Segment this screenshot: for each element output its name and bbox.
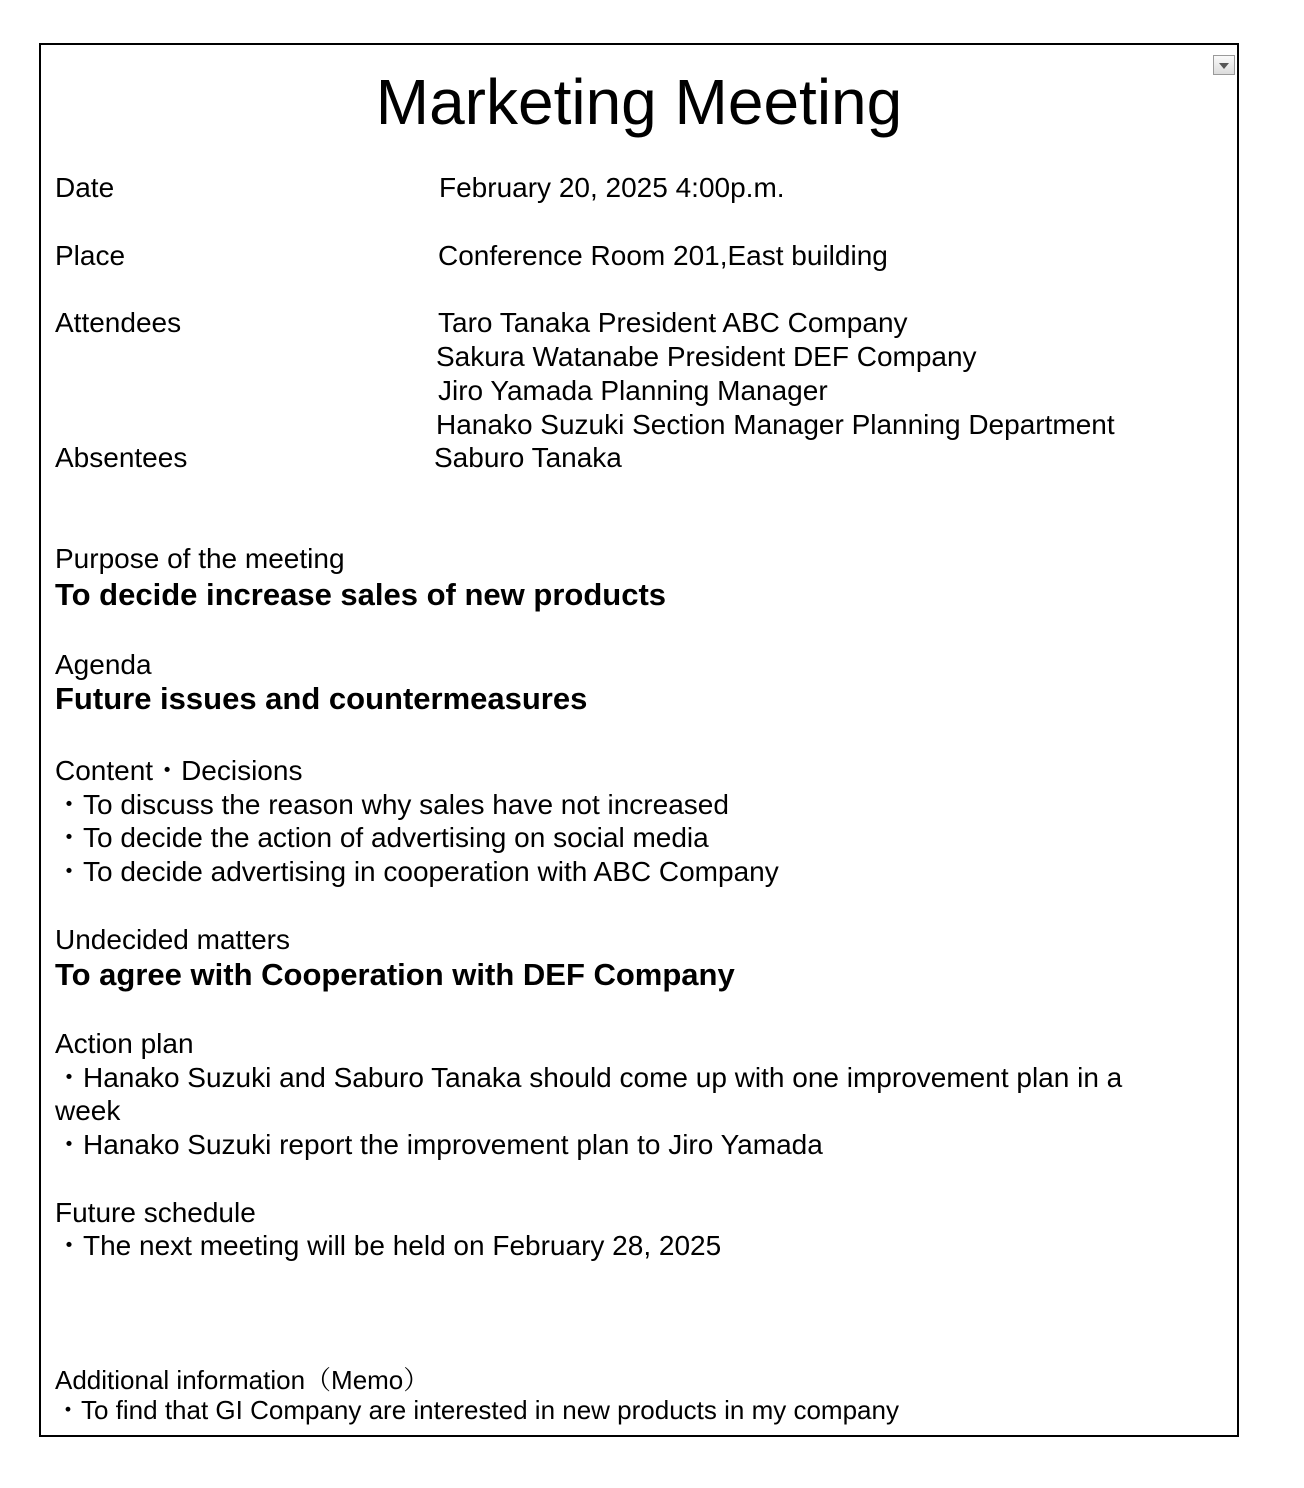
content-label: Content・Decisions bbox=[55, 755, 303, 786]
attendee-item: Sakura Watanabe President DEF Company bbox=[436, 341, 977, 372]
content-item: ・To discuss the reason why sales have not increased bbox=[55, 789, 729, 820]
action-plan-item-continued: week bbox=[55, 1095, 121, 1126]
place-label: Place bbox=[55, 240, 126, 271]
agenda-label: Agenda bbox=[55, 649, 152, 680]
date-label: Date bbox=[55, 172, 115, 203]
absentees-label: Absentees bbox=[55, 442, 188, 473]
additional-info-label: Additional information（Memo） bbox=[55, 1365, 430, 1395]
content-item: ・To decide the action of advertising on social media bbox=[55, 822, 709, 853]
place-value: Conference Room 201,East building bbox=[438, 240, 888, 271]
meeting-minutes-document bbox=[39, 43, 1239, 1437]
additional-info-item: ・To find that GI Company are interested in new products in my company bbox=[55, 1395, 899, 1425]
purpose-value: To decide increase sales of new products bbox=[55, 577, 667, 612]
future-schedule-label: Future schedule bbox=[55, 1197, 256, 1228]
purpose-label: Purpose of the meeting bbox=[55, 543, 345, 574]
future-schedule-item: ・The next meeting will be held on February 28, 2025 bbox=[55, 1230, 722, 1261]
page-title: Marketing Meeting bbox=[375, 66, 903, 138]
undecided-value: To agree with Cooperation with DEF Company bbox=[55, 957, 735, 992]
attendee-item: Taro Tanaka President ABC Company bbox=[438, 307, 908, 338]
agenda-value: Future issues and countermeasures bbox=[55, 681, 588, 716]
content-item: ・To decide advertising in cooperation with ABC Company bbox=[55, 856, 779, 887]
absentees-value: Saburo Tanaka bbox=[434, 442, 622, 473]
attendees-label: Attendees bbox=[55, 307, 182, 338]
date-value: February 20, 2025 4:00p.m. bbox=[439, 172, 785, 203]
action-plan-label: Action plan bbox=[55, 1028, 194, 1059]
action-plan-item: ・Hanako Suzuki report the improvement plan to Jiro Yamada bbox=[55, 1129, 823, 1160]
action-plan-item: ・Hanako Suzuki and Saburo Tanaka should come up with one improvement plan in a bbox=[55, 1062, 1123, 1093]
attendee-item: Jiro Yamada Planning Manager bbox=[438, 375, 828, 406]
undecided-label: Undecided matters bbox=[55, 924, 291, 955]
attendee-item: Hanako Suzuki Section Manager Planning Department bbox=[436, 409, 1115, 440]
